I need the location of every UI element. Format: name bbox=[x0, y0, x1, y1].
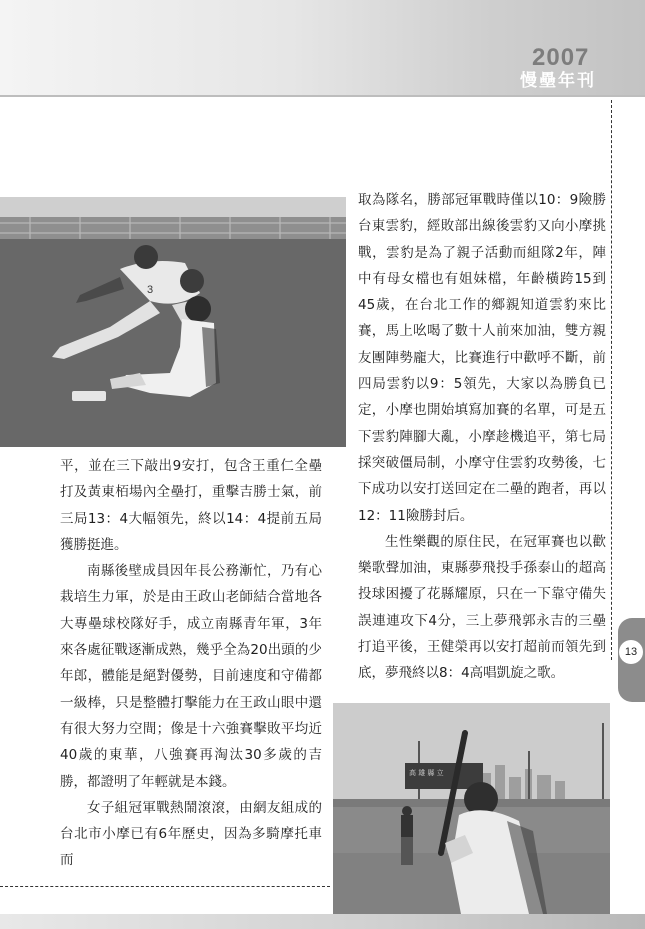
photo-batter bbox=[333, 703, 610, 914]
right-dashed-rule bbox=[611, 100, 612, 660]
page-number: 13 bbox=[624, 646, 638, 658]
article-paragraph: 生性樂觀的原住民，在冠軍賽也以歡樂歌聲加油，東縣夢飛投手孫泰山的超高投球困擾了花縣耀原，只在一下靠守備失誤連連攻下4分，三上夢飛郭永吉的三壘打追平後，王健榮再以安打超前而領先到底，夢飛終以8：4高唱凱旋之歌。 bbox=[358, 533, 606, 682]
bottom-dashed-rule bbox=[0, 886, 330, 887]
photo-sliding-play bbox=[0, 197, 346, 447]
article-right-column bbox=[358, 187, 606, 687]
article-paragraph: 南縣後壁成員因年長公務漸忙，乃有心栽培生力軍，於是由王政山老師結合當地各大專壘球校隊好手，成立南縣青年軍，3年來各處征戰逐漸成熟，幾乎全為20出頭的少年郎，體能是絕對優勢，目前速度和守備都一級棒，只是整體打擊能力在王政山眼中還有很大努力空間；像是十六強賽擊敗平均近40歲的東華，八強賽再淘汰30多歲的吉勝，都證明了年輕就是本錢。 bbox=[60, 563, 322, 790]
article-left-column bbox=[60, 453, 322, 874]
photo-sliding-play-image bbox=[0, 197, 346, 447]
article-paragraph: 平，並在三下敲出9安打，包含王重仁全壘打及黃東栢場內全壘打，重擊吉勝士氣，前三局13：4大幅領先，終以14：4提前五局獲勝挺進。 bbox=[60, 458, 322, 553]
article-paragraph: 女子組冠軍戰熱鬧滾滾，由網友組成的台北市小摩已有6年歷史，因為多騎摩托車而 bbox=[60, 799, 322, 869]
header-divider bbox=[0, 95, 645, 97]
footer-band bbox=[0, 914, 645, 929]
jersey-number: 3 bbox=[147, 284, 154, 296]
photo-batter-image bbox=[333, 703, 610, 914]
publication-title: 慢壘年刊 bbox=[520, 71, 596, 91]
article-paragraph: 取為隊名，勝部冠軍戰時僅以10：9險勝台東雲豹，經敗部出線後雲豹又向小摩挑戰，雲豹是為了親子活動而組隊2年，陣中有母女檔也有姐妹檔，年齡橫跨15到45歲，在台北工作的鄉親知道雲豹來比賽，馬上吆喝了數十人前來加油，雙方親友團陣勢龐大，比賽進行中歡呼不斷，前四局雲豹以9：5領先，大家以為勝負已定，小摩也開始填寫加賽的名單，可是五下雲豹陣腳大亂，小摩趁機追平，第七局採突破僵局制，小摩守住雲豹攻勢後，七下成功以安打送回定在二壘的跑者，再以12：11險勝封后。 bbox=[358, 192, 606, 524]
header-year: 2007 bbox=[532, 44, 590, 71]
scoreboard-text: 高 雄 縣 立 bbox=[409, 769, 444, 777]
